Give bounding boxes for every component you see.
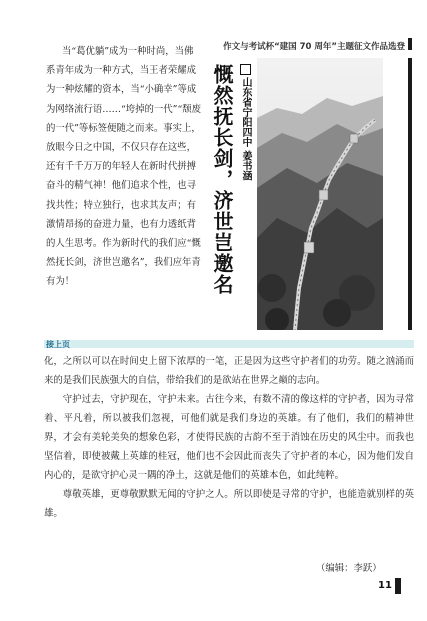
header-bar xyxy=(408,38,412,50)
article-title: 慨然抚长剑，济世岂邀名 xyxy=(210,64,234,295)
running-header: 作文与考试杯“建国 70 周年”主题征文作品选登 xyxy=(223,42,405,52)
editor-credit: （编辑：李跃） xyxy=(316,563,382,574)
article-author-block xyxy=(238,64,253,180)
great-wall-illustration xyxy=(257,58,383,330)
great-wall-photo xyxy=(257,58,383,330)
continued-divider xyxy=(44,340,414,348)
page-number: 11 xyxy=(378,580,392,591)
body-paragraph: 守护过去，守护现在，守护未来。古往今来，有数不清的像这样的守护者，因为寻常着、平凡着，所以被我们忽视，可他们就是我们身边的英雄。有了他们，我们的精神世界，才会有美轮美奂的想象色彩，才使得民族的古韵不至于消蚀在历史的风尘中。而我也坚信着，即使被戴上英雄的桂冠，他们也不会因此而丧失了守护者的本心，因为他们发自内心的，是欲守护心灵一隅的净土，这就是他们的英雄本色，如此纯粹。 xyxy=(44,394,414,481)
article-body xyxy=(44,352,414,523)
intro-paragraph: 当“葛优躺”成为一种时尚，当佛系青年成为一种方式，当王者荣耀成为一种炫耀的资本，当“小确幸”等成为网络流行语……“垮掉的一代”“颓废的一代”等标签便随之而来。事实上，放眼今日之中国，不仅只存在这些，还有千千万万的年轻人在新时代拼搏奋斗的精气神！他们追求个性，也寻找共性；特立独行，也求其友声；有激情昂扬的奋进力量，也有力透纸背的人生思考。作为新时代的我们应“慨然抚长剑，济世岂邀名”，我们应年青有为！ xyxy=(46,46,202,288)
continued-label: 接上页 xyxy=(46,340,70,349)
article-author: 山东省宁阳四中 姜书涵 xyxy=(240,77,251,181)
body-paragraph: 化，之所以可以在时间史上留下浓厚的一笔，正是因为这些守护者们的功劳。随之汹涌而来的是我们民族强大的自信，带给我们的是欲站在世界之巅的志向。 xyxy=(44,356,414,386)
side-bar xyxy=(408,58,412,330)
body-paragraph: 尊敬英雄，更尊敬默默无闻的守护之人。所以即使是寻常的守护，也能造就别样的英雄。 xyxy=(44,489,414,519)
square-icon xyxy=(240,64,251,75)
page-number-bar xyxy=(395,578,401,594)
